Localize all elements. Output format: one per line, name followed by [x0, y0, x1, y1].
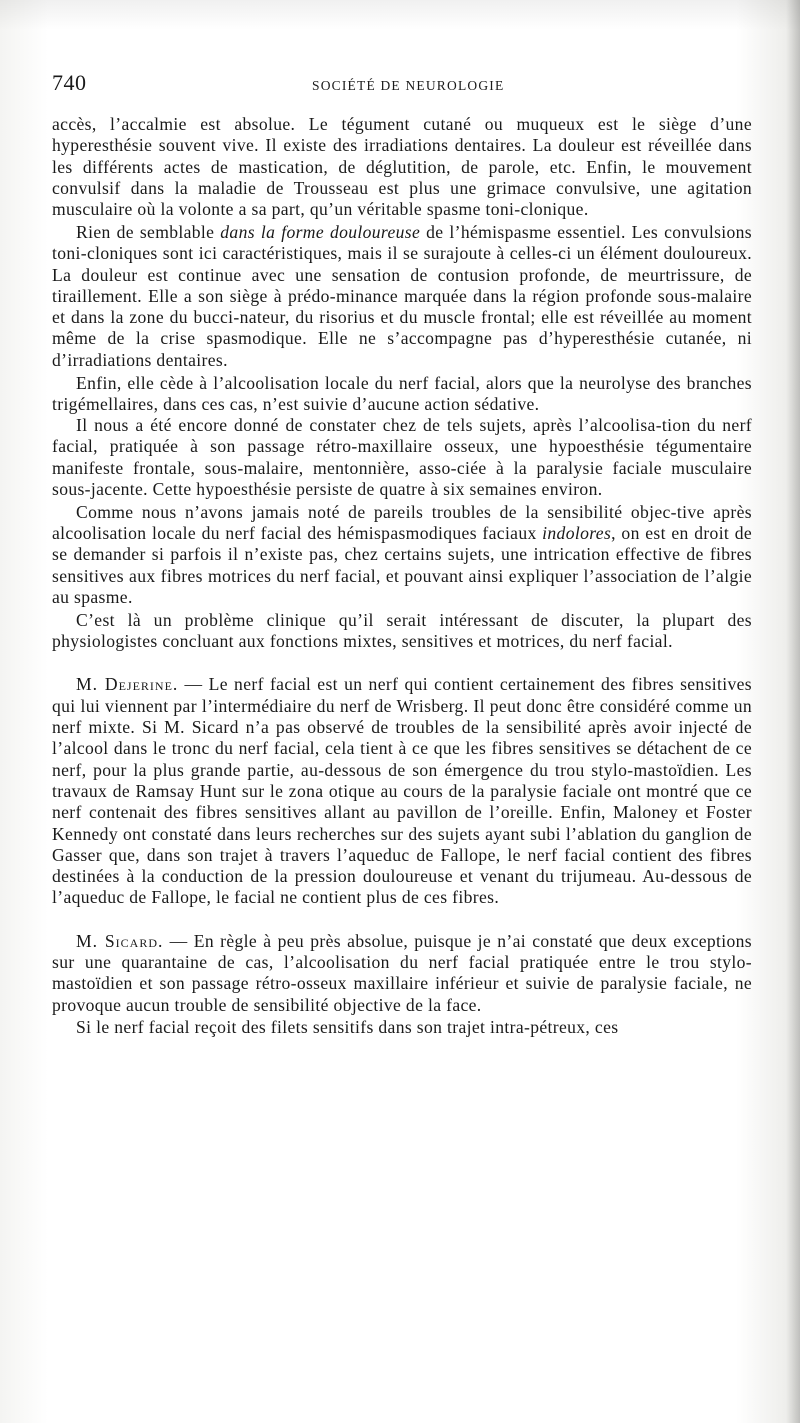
paragraph-5 [52, 502, 752, 608]
paragraph-2-start: Rien de semblable [76, 221, 221, 242]
paragraph-4: Il nous a été encore donné de constater chez de tels sujets, après l’alcoolisa-tion du nerf facial, pratiquée à son passage rétro-maxillaire osseux, une hypoesthésie tégumentaire manifeste frontale, sous-malaire, mentonnière, asso-ciée à la paralysie faciale musculaire sous-jacente. Cette hypoesthésie persiste de quatre à six semaines environ. [52, 415, 752, 500]
paragraph-2-italic: dans la forme douloureuse [220, 221, 421, 242]
scan-top-shadow [0, 0, 800, 30]
paragraph-sicard-text: — En règle à peu près absolue, puisque je n’ai constaté que deux exceptions sur une quarantaine de cas, l’alcoolisation du nerf facial pratiquée entre le trou stylo-mastoïdien et son passage rétro-osseux maxillaire inférieur et suivie de paralysie faciale, ne provoque aucun trouble de sensibilité objective de la face. [52, 930, 752, 1015]
paragraph-3: Enfin, elle cède à l’alcoolisation locale du nerf facial, alors que la neurolyse des branches trigémellaires, dans ces cas, n’est suivie d’aucune action sédative. [52, 372, 752, 414]
speaker-dejerine: M. Dejerine. [76, 674, 179, 695]
page-header [52, 70, 752, 104]
paragraph-5-start: Comme nous n’avons jamais noté de pareils troubles de la sensibilité objec-tive après alcoolisation locale du nerf facial des hémispasmodiques faciaux [52, 501, 752, 544]
paragraph-5-end: , on est en droit de se demander si parfois il n’existe pas, chez certains sujets, une intrication effective de fibres sensitives aux fibres motrices du nerf facial, et pouvant ainsi expliquer l’association de l’algie au spasme. [52, 523, 753, 608]
paragraph-5-italic: indolores [542, 523, 612, 544]
paragraph-2-end: de l’hémispasme essentiel. Les convulsions toni-cloniques sont ici caractéristiques, mais il se surajoute à celles-ci un élément douloureux. La douleur est continue avec une sensation de contusion profonde, de meurtrissure, de tiraillement. Elle a son siège à prédo-minance marquée dans la région profonde sous-malaire et dans la zone du bucci-nateur, du risorius et du muscle frontal; elle est réveillée au moment même de la crise spasmodique. Elle ne s’accompagne pas d’hyperesthésie cutanée, ni d’irradiations dentaires. [52, 221, 752, 370]
speaker-sicard: M. Sicard. [76, 930, 164, 951]
paragraph-1: accès, l’accalmie est absolue. Le tégument cutané ou muqueux est le siège d’une hyperesthésie souvent vive. Il existe des irradiations dentaires. La douleur est réveillée dans les différents actes de mastication, de déglutition, de parole, etc. Enfin, le mouvement convulsif dans la maladie de Trousseau est plus une grimace convulsive, une agitation musculaire où la volonte a sa part, qu’un véritable spasme toni-clonique. [52, 114, 752, 220]
body-text [52, 114, 752, 1039]
paragraph-dejerine [52, 674, 752, 908]
paragraph-last: Si le nerf facial reçoit des filets sensitifs dans son trajet intra-pétreux, ces [76, 1017, 619, 1038]
paragraph-2 [52, 222, 752, 371]
paragraph-sicard [52, 931, 752, 1016]
page-number: 740 [52, 70, 87, 95]
paragraph-dejerine-text: — Le nerf facial est un nerf qui contient certainement des fibres sensitives qui lui viennent par l’intermédiaire du nerf de Wrisberg. Il peut donc être considéré comme un nerf mixte. Si M. Sicard n’a pas observé de troubles de la sensibilité après avoir injecté de l’alcool dans le tronc du nerf facial, cela tient à ce que les fibres sensitives se détachent de ce nerf, pour la plus grande partie, au-dessous de son émergence du trou stylo-mastoïdien. Les travaux de Ramsay Hunt sur le zona otique au cours de la paralysie faciale ont montré que ce nerf contenait des fibres sensitives allant au pavillon de l’oreille. Enfin, Maloney et Foster Kennedy ont constaté dans leurs recherches sur des sujets ayant subi l’ablation du ganglion de Gasser que, dans son trajet à travers l’aqueduc de Fallope, le nerf facial contient des fibres destinées à la conduction de la pression douloureuse et venant du trijumeau. Au-dessous de l’aqueduc de Fallope, le facial ne contient plus de ces fibres. [52, 674, 752, 908]
running-title: SOCIÉTÉ DE NEUROLOGIE [312, 78, 505, 93]
paragraph-6: C’est là un problème clinique qu’il serait intéressant de discuter, la plupart des physiologistes concluant aux fonctions mixtes, sensitives et motrices, du nerf facial. [52, 609, 752, 652]
scan-edge-shadow [786, 0, 800, 1423]
